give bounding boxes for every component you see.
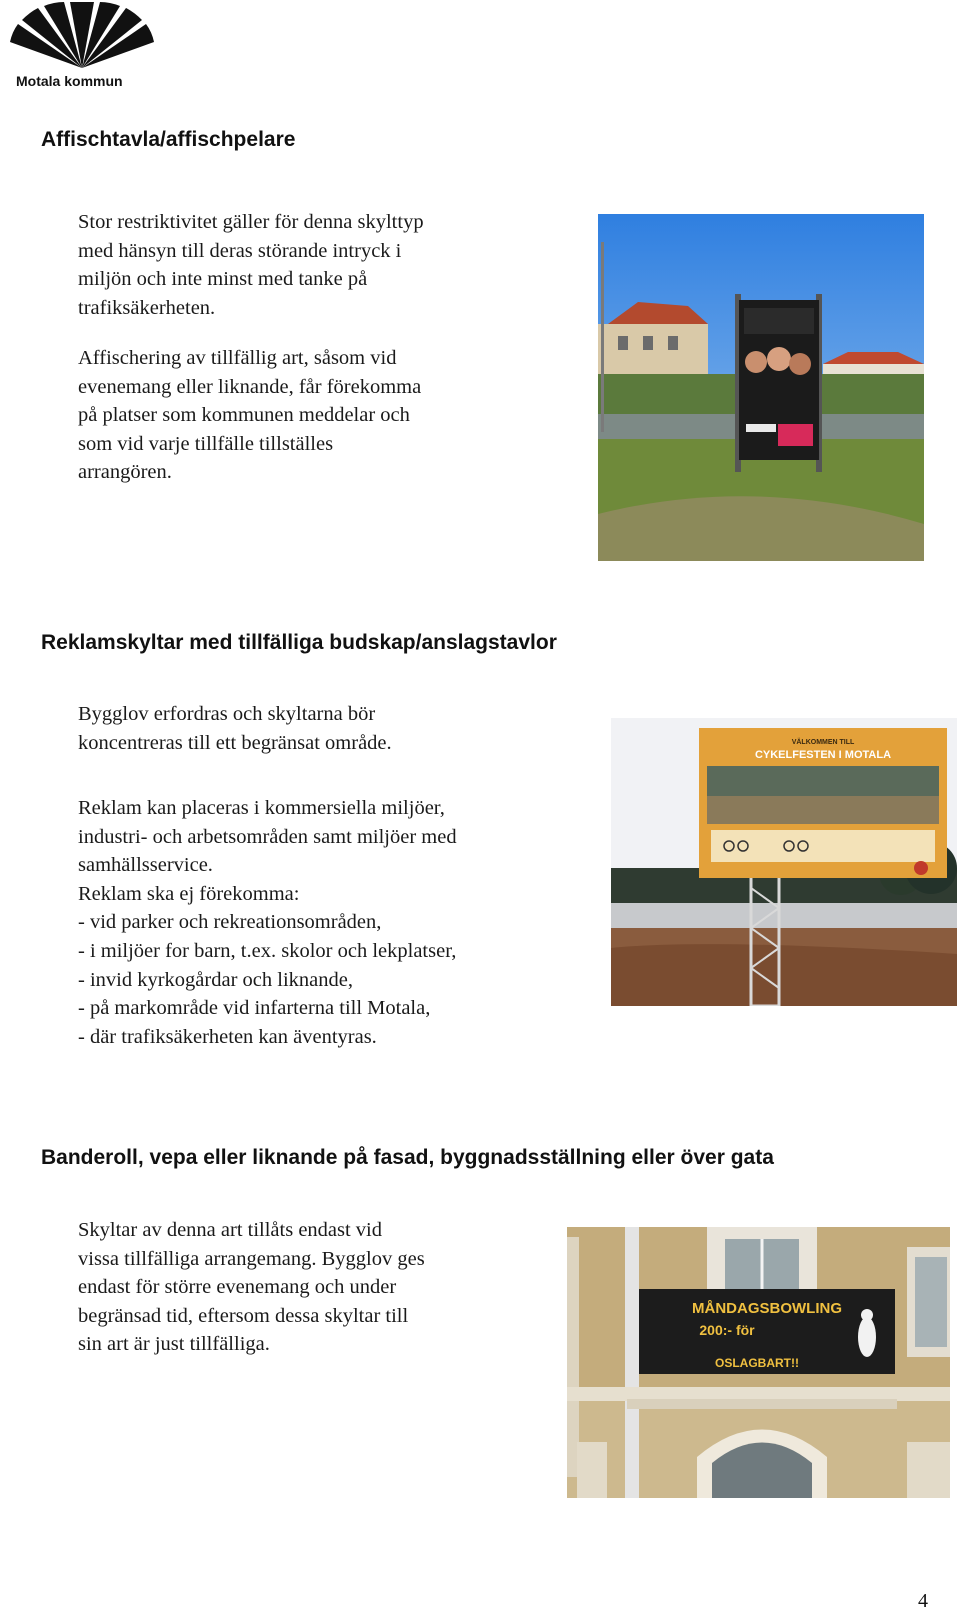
page-number: 4 — [918, 1590, 928, 1612]
text-line: evenemang eller liknande, får förekomma — [78, 375, 422, 398]
text-line: - i miljöer for barn, t.ex. skolor och lekplatser, — [78, 939, 457, 962]
paragraph — [78, 700, 392, 757]
text-line: vissa tillfälliga arrangemang. Bygglov ges — [78, 1247, 425, 1270]
poster-pillar-photo — [598, 214, 924, 561]
paragraph — [78, 1216, 425, 1359]
logo-text: Motala kommun — [16, 73, 123, 89]
text-line: industri- och arbetsområden samt miljöer med — [78, 825, 457, 848]
billboard-main-text: CYKELFESTEN I MOTALA — [754, 749, 892, 761]
text-line: Bygglov erfordras och skyltarna bör — [78, 703, 376, 725]
text-line: sin art är just tillfälliga. — [78, 1333, 270, 1356]
text-line: trafiksäkerheten. — [78, 296, 216, 319]
paragraph — [78, 208, 424, 322]
facade-banner-photo — [567, 1227, 950, 1498]
logo-fan-icon — [4, 2, 160, 74]
banner-price-text: 200:- för — [699, 1322, 755, 1338]
paragraph — [78, 794, 457, 1051]
section-heading: Reklamskyltar med tillfälliga budskap/anslagstavlor — [41, 631, 557, 654]
text-line: - vid parker och rekreationsområden, — [78, 911, 382, 934]
billboard-top-text: VÄLKOMMEN TILL — [791, 739, 855, 746]
text-line: begränsad tid, eftersom dessa skyltar till — [78, 1304, 409, 1327]
text-line: Affischering av tillfällig art, såsom vid — [78, 347, 397, 369]
text-line: Reklam kan placeras i kommersiella miljöer, — [78, 797, 445, 819]
text-line: Stor restriktivitet gäller för denna skylttyp — [78, 211, 424, 233]
banner-title-text: MÅNDAGSBOWLING — [692, 1300, 842, 1317]
text-line: endast för större evenemang och under — [78, 1276, 397, 1299]
text-line: Reklam ska ej förekomma: — [78, 882, 300, 905]
text-line: - där trafiksäkerheten kan äventyras. — [78, 1025, 377, 1048]
section-heading: Affischtavla/affischpelare — [41, 128, 296, 151]
billboard-photo — [611, 718, 957, 1006]
text-line: på platser som kommunen meddelar och — [78, 404, 410, 427]
section-heading: Banderoll, vepa eller liknande på fasad, byggnadsställning eller över gata — [41, 1146, 774, 1169]
paragraph — [78, 344, 421, 487]
banner-slogan-text: OSLAGBART!! — [715, 1356, 799, 1370]
text-line: som vid varje tillfälle tillställes — [78, 432, 334, 455]
text-line: miljön och inte minst med tanke på — [78, 268, 368, 291]
text-line: arrangören. — [78, 461, 172, 484]
text-line: med hänsyn till deras störande intryck i — [78, 239, 402, 262]
text-line: samhällsservice. — [78, 854, 213, 877]
text-line: - på markområde vid infarterna till Motala, — [78, 997, 431, 1020]
text-line: koncentreras till ett begränsat område. — [78, 731, 392, 754]
text-line: - invid kyrkogårdar och liknande, — [78, 968, 353, 991]
motala-kommun-logo — [4, 2, 160, 90]
text-line: Skyltar av denna art tillåts endast vid — [78, 1219, 383, 1241]
